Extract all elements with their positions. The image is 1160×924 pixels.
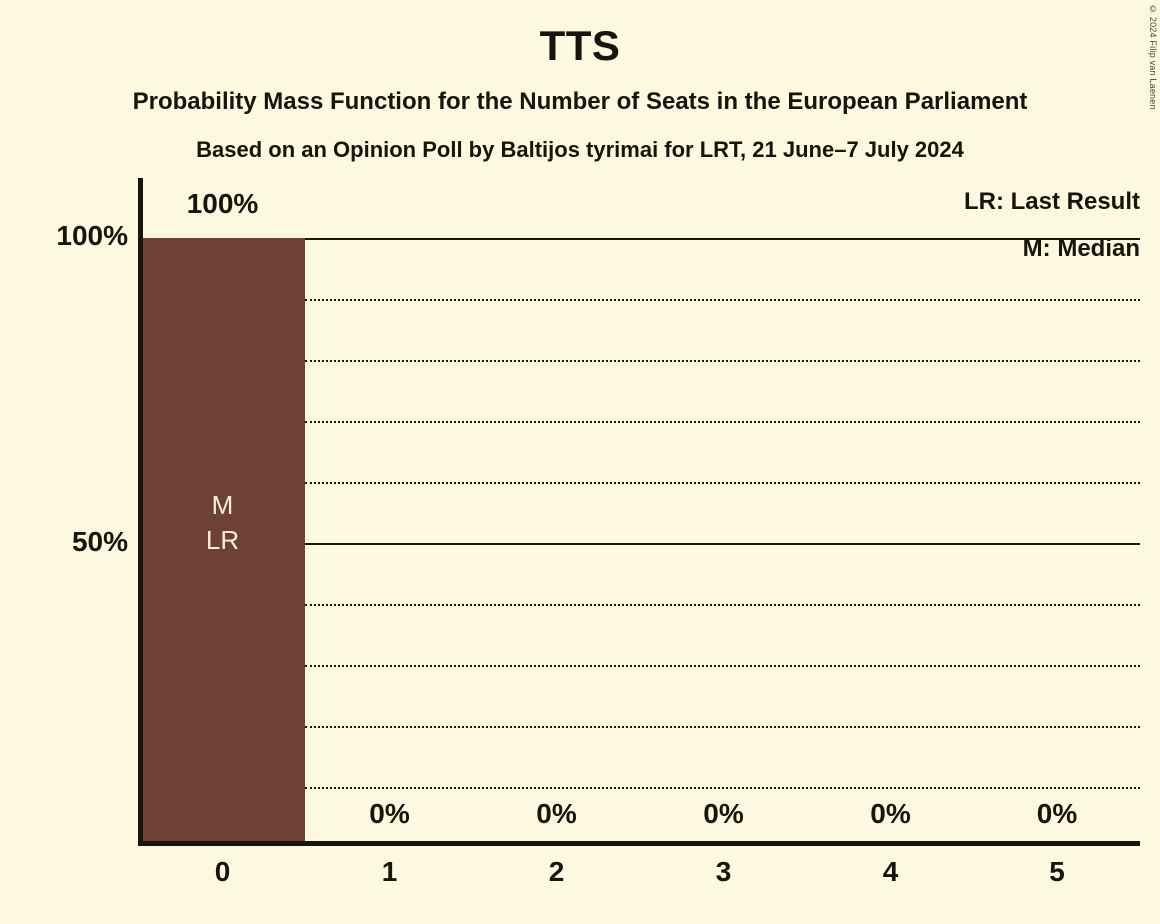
- plot-area: [56, 178, 1140, 887]
- bar-0-annotations: [140, 488, 305, 558]
- x-tick-2: 2: [548, 856, 565, 887]
- gridline-70: [305, 421, 1140, 423]
- x-tick-1: 1: [381, 856, 398, 887]
- legend-median: M: Median: [1022, 235, 1140, 262]
- gridline-20: [305, 726, 1140, 728]
- gridline-80: [305, 360, 1140, 362]
- x-tick-5: 5: [1049, 856, 1065, 887]
- gridline-30: [305, 665, 1140, 667]
- last-result-marker: LR: [205, 525, 240, 556]
- gridline-60: [305, 482, 1140, 484]
- copyright-notice: © 2024 Filip van Laenen: [1148, 4, 1158, 110]
- x-tick-4: 4: [882, 856, 899, 887]
- gridline-100: [305, 238, 1140, 240]
- x-axis: [138, 841, 1140, 846]
- y-axis: [138, 178, 143, 846]
- x-tick-0: 0: [214, 856, 231, 887]
- x-tick-3: 3: [715, 856, 732, 887]
- bar-value-5: 0%: [1036, 798, 1078, 829]
- gridline-50: [305, 543, 1140, 545]
- bar-value-2: 0%: [536, 798, 577, 829]
- gridline-10: [305, 787, 1140, 789]
- median-marker: M: [211, 490, 234, 520]
- bar-value-0: 100%: [186, 188, 259, 219]
- bar-value-1: 0%: [369, 798, 410, 829]
- chart-subtitle-secondary: Based on an Opinion Poll by Baltijos tyrimai for LRT, 21 June–7 July 2024: [196, 137, 964, 162]
- chart-subtitle-primary: Probability Mass Function for the Number of Seats in the European Parliament: [132, 88, 1028, 115]
- page-title: TTS: [539, 22, 621, 69]
- bar-value-3: 0%: [703, 798, 744, 829]
- gridline-40: [305, 604, 1140, 606]
- y-tick-50: 50%: [71, 526, 128, 557]
- y-tick-100: 100%: [56, 220, 128, 251]
- bar-value-4: 0%: [870, 798, 911, 829]
- gridline-90: [305, 299, 1140, 301]
- legend-last-result: LR: Last Result: [963, 188, 1140, 215]
